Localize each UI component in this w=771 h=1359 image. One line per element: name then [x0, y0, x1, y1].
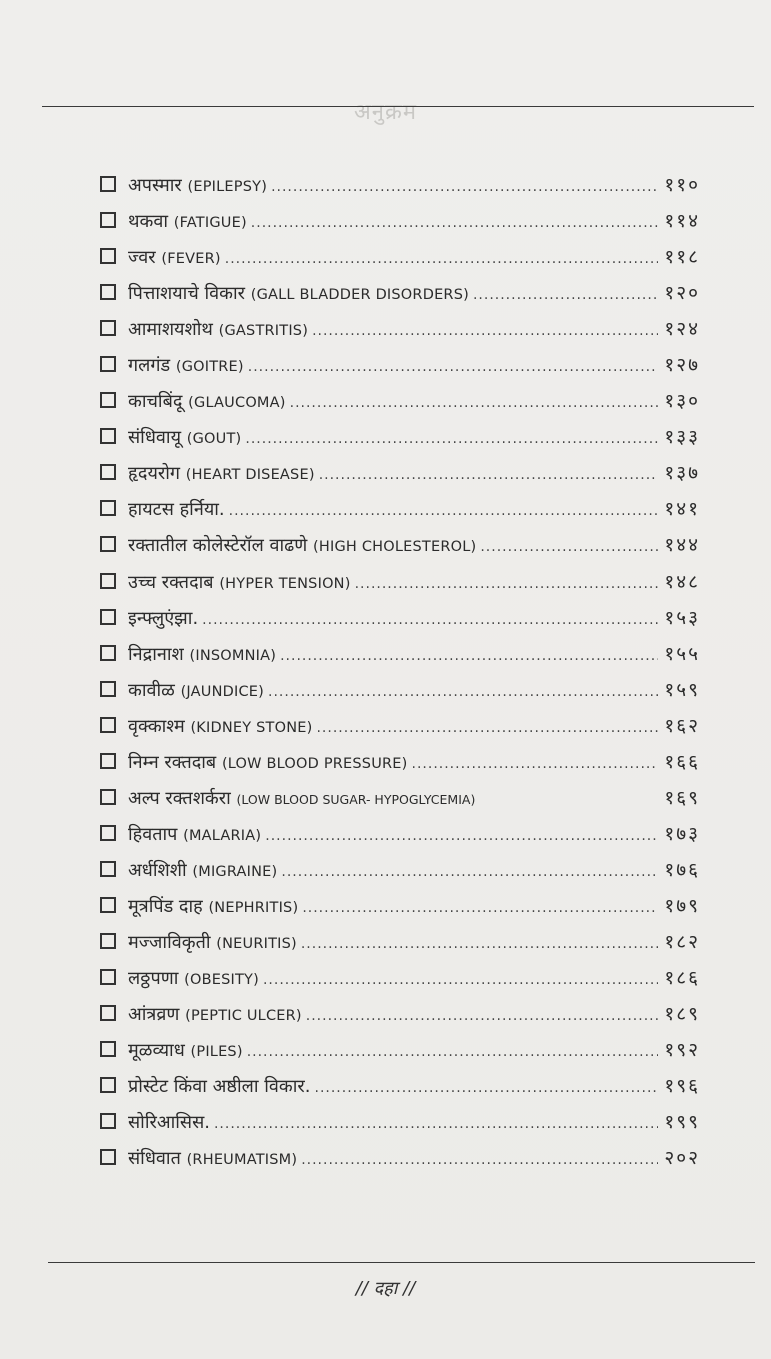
toc-entry-marathi-title: हायटस हर्निया. [128, 499, 225, 521]
toc-entry-marathi-title: हृदयरोग [128, 463, 181, 485]
toc-entry-title [128, 492, 225, 528]
checkbox-square-icon [100, 212, 116, 228]
checkbox-square-icon [100, 248, 116, 264]
toc-entry-marathi-title: निद्रानाश [128, 643, 184, 665]
checkbox-square-icon [100, 356, 116, 372]
checkbox-square-icon [100, 464, 116, 480]
toc-entry-title [128, 637, 276, 674]
toc-entry [100, 347, 700, 383]
toc-entry [100, 239, 700, 275]
toc-entry-english-title: (GOITRE) [175, 359, 244, 376]
toc-entry-title [128, 781, 475, 818]
checkbox-square-icon [100, 500, 116, 516]
dot-leader [251, 205, 659, 241]
toc-entry-english-title: (HIGH CHOLESTEROL) [313, 539, 477, 556]
dot-leader [281, 854, 658, 890]
dot-leader [355, 566, 659, 602]
dot-leader [301, 926, 659, 962]
checkbox-square-icon [100, 645, 116, 661]
toc-entry-page-number: २०२ [664, 1147, 700, 1170]
toc-entry [100, 852, 700, 888]
checkbox-square-icon [100, 1005, 116, 1021]
toc-entry-marathi-title: हिवताप [128, 823, 178, 845]
checkbox-square-icon [100, 789, 116, 805]
toc-entry-english-title: (HYPER TENSION) [219, 575, 351, 592]
checkbox-square-icon [100, 573, 116, 589]
toc-entry [100, 419, 700, 455]
dot-leader [473, 277, 658, 313]
toc-entry-english-title: (GALL BLADDER DISORDERS) [250, 287, 469, 304]
dot-leader [280, 638, 658, 674]
toc-entry-marathi-title: इन्फ्लुएंझा. [128, 607, 199, 629]
toc-entry [100, 1032, 700, 1068]
toc-entry-english-title: (NEPHRITIS) [208, 899, 299, 916]
dot-leader [271, 169, 658, 205]
toc-entry-english-title: (HEART DISEASE) [185, 467, 315, 484]
toc-entry-english-title: (GLAUCOMA) [188, 395, 286, 412]
checkbox-square-icon [100, 428, 116, 444]
toc-entry [100, 527, 700, 563]
toc-entry-page-number: ११४ [664, 210, 700, 233]
toc-entry-title [128, 204, 247, 241]
toc-entry [100, 1140, 700, 1176]
toc-entry [100, 1104, 700, 1140]
toc-entry-page-number: १२४ [664, 318, 700, 341]
toc-entry-page-number: १३३ [664, 426, 700, 449]
table-of-contents [100, 167, 700, 1176]
checkbox-square-icon [100, 1149, 116, 1165]
dot-leader [302, 890, 658, 926]
checkbox-square-icon [100, 1041, 116, 1057]
toc-entry-page-number: १९९ [664, 1111, 700, 1134]
toc-entry-title [128, 276, 469, 313]
toc-entry-marathi-title: अर्धशिशी [128, 859, 187, 881]
toc-entry-title [128, 997, 302, 1034]
toc-entry-title [128, 240, 221, 277]
toc-entry [100, 167, 700, 203]
dot-leader [319, 457, 659, 493]
toc-entry-marathi-title: प्रोस्टेट किंवा अष्ठीला विकार. [128, 1076, 311, 1098]
toc-entry-marathi-title: संधिवायू [128, 427, 182, 449]
toc-entry-title [128, 565, 351, 602]
checkbox-square-icon [100, 933, 116, 949]
checkbox-square-icon [100, 825, 116, 841]
dot-leader [247, 1034, 659, 1070]
toc-entry-title [128, 168, 267, 205]
toc-entry-english-title: (RHEUMATISM) [186, 1152, 298, 1169]
checkbox-square-icon [100, 753, 116, 769]
toc-entry-english-title: (NEURITIS) [216, 935, 297, 952]
dot-leader [301, 1142, 658, 1178]
toc-entry-english-title: (JAUNDICE) [180, 683, 265, 700]
checkbox-square-icon [100, 897, 116, 913]
toc-entry-page-number: १८२ [664, 930, 700, 953]
toc-entry-english-title: (PEPTIC ULCER) [185, 1008, 302, 1025]
toc-entry-english-title: (FEVER) [161, 251, 221, 268]
dot-leader [480, 529, 658, 565]
toc-entry-page-number: १४१ [664, 498, 700, 521]
toc-entry [100, 564, 700, 600]
dot-leader [265, 818, 658, 854]
checkbox-square-icon [100, 1113, 116, 1129]
toc-entry-page-number: १९२ [664, 1039, 700, 1062]
toc-entry-english-title: (GOUT) [186, 431, 242, 448]
dot-leader [306, 998, 659, 1034]
toc-entry-english-title: (MIGRAINE) [192, 863, 278, 880]
toc-entry-marathi-title: थकवा [128, 211, 168, 233]
toc-entry-marathi-title: उच्च रक्तदाब [128, 571, 214, 593]
toc-entry-marathi-title: मज्जाविकृती [128, 931, 211, 953]
toc-entry-page-number: १३७ [664, 462, 700, 485]
checkbox-square-icon [100, 284, 116, 300]
toc-entry-marathi-title: आमाशयशोथ [128, 319, 213, 341]
dot-leader [229, 493, 659, 529]
toc-entry-marathi-title: संधिवात [128, 1148, 181, 1170]
toc-entry-title [128, 817, 261, 854]
toc-entry-english-title: (LOW BLOOD SUGAR- HYPOGLYCEMIA) [236, 791, 476, 807]
toc-entry-title [128, 384, 286, 421]
toc-entry [100, 960, 700, 996]
toc-entry-title [128, 673, 264, 710]
toc-entry [100, 203, 700, 239]
toc-entry-title [128, 456, 315, 493]
toc-entry-page-number: १७३ [664, 822, 700, 845]
dot-leader [268, 674, 658, 710]
toc-entry-title [128, 925, 297, 962]
toc-entry-page-number: १३० [664, 390, 700, 413]
footer-rule [48, 1262, 755, 1263]
dot-leader [312, 313, 658, 349]
toc-entry-title [128, 348, 244, 385]
toc-entry-page-number: १४४ [664, 534, 700, 557]
toc-entry-english-title: (PILES) [190, 1044, 243, 1061]
toc-entry [100, 816, 700, 852]
toc-entry-marathi-title: अपस्मार [128, 175, 182, 196]
toc-entry [100, 996, 700, 1032]
toc-entry-marathi-title: गलगंड [128, 355, 171, 377]
dot-leader [290, 385, 659, 421]
dot-leader [315, 1070, 659, 1106]
checkbox-square-icon [100, 392, 116, 408]
toc-entry-page-number: १७९ [664, 894, 700, 917]
header-rule [42, 106, 754, 107]
toc-entry-english-title: (INSOMNIA) [189, 647, 277, 664]
checkbox-square-icon [100, 176, 116, 192]
checkbox-square-icon [100, 320, 116, 336]
toc-entry-page-number: १८६ [664, 967, 700, 990]
toc-entry-marathi-title: मूळव्याध [128, 1040, 185, 1062]
toc-entry-title [128, 1105, 210, 1141]
toc-entry-page-number: ११० [664, 174, 700, 196]
toc-entry-page-number: १९६ [664, 1075, 700, 1098]
toc-entry-title [128, 1069, 311, 1105]
toc-entry-marathi-title: वृक्काश्म [128, 715, 185, 737]
checkbox-square-icon [100, 536, 116, 552]
toc-entry-title [128, 1141, 297, 1178]
toc-entry-title [128, 601, 198, 637]
toc-entry-page-number: १७६ [664, 858, 700, 881]
checkbox-square-icon [100, 1077, 116, 1093]
toc-entry-title [128, 312, 308, 349]
toc-entry-marathi-title: कावीळ [128, 679, 175, 701]
toc-entry [100, 275, 700, 311]
toc-entry-page-number: १५५ [664, 642, 700, 665]
toc-entry [100, 383, 700, 419]
toc-entry-marathi-title: सोरिआसिस. [128, 1112, 210, 1134]
dot-leader [214, 1106, 658, 1142]
checkbox-square-icon [100, 681, 116, 697]
toc-entry-page-number: १६६ [664, 750, 700, 773]
toc-entry [100, 1068, 700, 1104]
toc-entry [100, 780, 700, 816]
toc-entry-page-number: ११८ [664, 246, 700, 269]
toc-entry-title [128, 1033, 243, 1070]
toc-entry [100, 600, 700, 636]
toc-entry-page-number: १२७ [664, 354, 700, 377]
toc-entry-title [128, 745, 408, 782]
checkbox-square-icon [100, 969, 116, 985]
dot-leader [225, 241, 659, 277]
toc-entry-english-title: (GASTRITIS) [218, 323, 309, 340]
page-header-title: अनुक्रम [353, 100, 418, 125]
toc-entry-marathi-title: रक्तातील कोलेस्टेरॉल वाढणे [128, 535, 308, 557]
toc-entry [100, 636, 700, 672]
toc-entry [100, 455, 700, 491]
toc-entry-title [128, 853, 277, 890]
toc-entry-title [128, 889, 298, 926]
dot-leader [202, 602, 658, 638]
toc-entry-marathi-title: आंत्रव्रण [128, 1004, 180, 1026]
toc-entry [100, 924, 700, 960]
toc-entry-page-number: १४८ [664, 570, 700, 593]
toc-entry-english-title: (EPILEPSY) [187, 179, 268, 195]
toc-entry [100, 491, 700, 527]
toc-entry-marathi-title: काचबिंदू [128, 391, 183, 413]
checkbox-square-icon [100, 861, 116, 877]
page-number-footer: // दहा // [355, 1278, 416, 1299]
toc-entry [100, 672, 700, 708]
dot-leader [412, 746, 659, 782]
toc-entry-marathi-title: ज्वर [128, 247, 156, 269]
toc-entry-marathi-title: मूत्रपिंड दाह [128, 895, 203, 917]
toc-entry-page-number: १८९ [664, 1003, 700, 1026]
toc-entry-page-number: १५३ [664, 606, 700, 629]
toc-entry [100, 708, 700, 744]
toc-entry-title [128, 961, 259, 998]
toc-entry-title [128, 420, 241, 457]
toc-entry [100, 888, 700, 924]
toc-entry-page-number: १६९ [664, 786, 700, 809]
toc-entry-english-title: (OBESITY) [184, 972, 259, 989]
toc-entry-marathi-title: निम्न रक्तदाब [128, 751, 217, 773]
toc-entry-page-number: १५९ [664, 678, 700, 701]
dot-leader [263, 962, 658, 998]
toc-entry-page-number: १२० [664, 282, 700, 305]
toc-entry-english-title: (MALARIA) [183, 827, 262, 844]
toc-entry [100, 311, 700, 347]
toc-entry-marathi-title: लठ्ठपणा [128, 968, 179, 990]
dot-leader [245, 421, 658, 457]
toc-entry-page-number: १६२ [664, 714, 700, 737]
toc-entry-english-title: (LOW BLOOD PRESSURE) [221, 755, 408, 772]
checkbox-square-icon [100, 717, 116, 733]
toc-entry-marathi-title: अल्प रक्तशर्करा [128, 787, 231, 809]
dot-leader [316, 710, 658, 746]
dot-leader [248, 349, 659, 385]
toc-entry-english-title: (FATIGUE) [173, 215, 247, 232]
toc-entry-english-title: (KIDNEY STONE) [190, 719, 313, 736]
toc-entry [100, 744, 700, 780]
checkbox-square-icon [100, 609, 116, 625]
toc-entry-marathi-title: पित्ताशयाचे विकार [128, 283, 245, 305]
toc-entry-title [128, 709, 312, 746]
toc-entry-title [128, 528, 476, 565]
